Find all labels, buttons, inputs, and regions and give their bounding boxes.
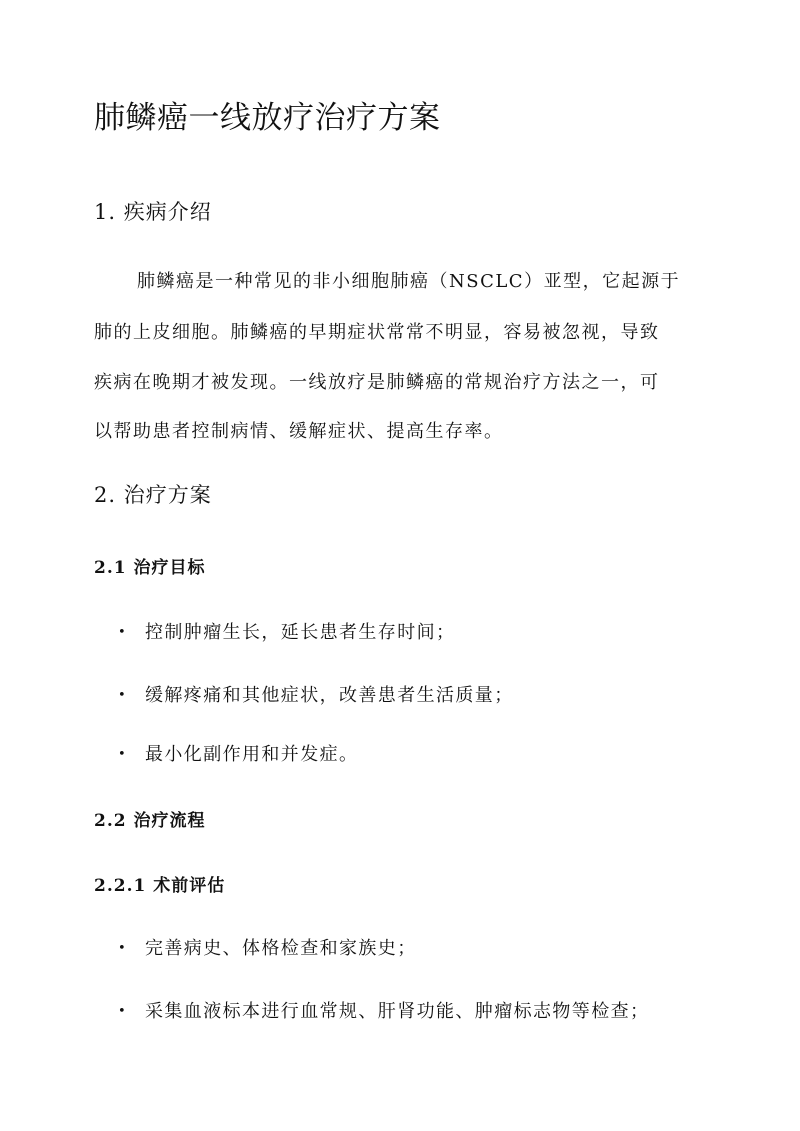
- list-item-text: 采集血液标本进行血常规、肝肾功能、肿瘤标志物等检查；: [145, 1001, 650, 1022]
- bullet-icon: •: [118, 1004, 128, 1019]
- list-item-text: 最小化副作用和并发症。: [145, 744, 359, 765]
- subsection-heading-treatment-goals: 2.1 治疗目标: [94, 558, 206, 578]
- bullet-icon: •: [118, 747, 128, 762]
- list-item: [118, 683, 514, 709]
- paragraph-line: 疾病在晚期才被发现。一线放疗是肺鳞癌的常规治疗方法之一，可: [94, 372, 660, 393]
- section-heading-disease-intro: 1. 疾病介绍: [94, 200, 212, 224]
- paragraph-line: 以帮助患者控制病情、缓解症状、提高生存率。: [94, 421, 504, 442]
- list-item-text: 完善病史、体格检查和家族史；: [145, 938, 417, 959]
- list-item: [118, 936, 417, 962]
- list-item: [118, 999, 649, 1025]
- bullet-icon: •: [118, 941, 128, 956]
- paragraph-line: 肺鳞癌是一种常见的非小细胞肺癌（NSCLC）亚型，它起源于: [137, 271, 681, 292]
- list-item: [118, 620, 455, 646]
- list-item-text: 控制肿瘤生长，延长患者生存时间；: [145, 622, 456, 643]
- paragraph-line: 肺的上皮细胞。肺鳞癌的早期症状常常不明显，容易被忽视，导致: [94, 322, 660, 343]
- bullet-icon: •: [118, 625, 128, 640]
- list-item: [118, 742, 358, 768]
- document-title: 肺鳞癌一线放疗治疗方案: [94, 100, 441, 136]
- subsection-heading-treatment-process: 2.2 治疗流程: [94, 811, 206, 831]
- list-item-text: 缓解疼痛和其他症状，改善患者生活质量；: [145, 685, 514, 706]
- section-heading-treatment-plan: 2. 治疗方案: [94, 483, 212, 507]
- subsection-heading-preop-assessment: 2.2.1 术前评估: [94, 876, 226, 896]
- bullet-icon: •: [118, 688, 128, 703]
